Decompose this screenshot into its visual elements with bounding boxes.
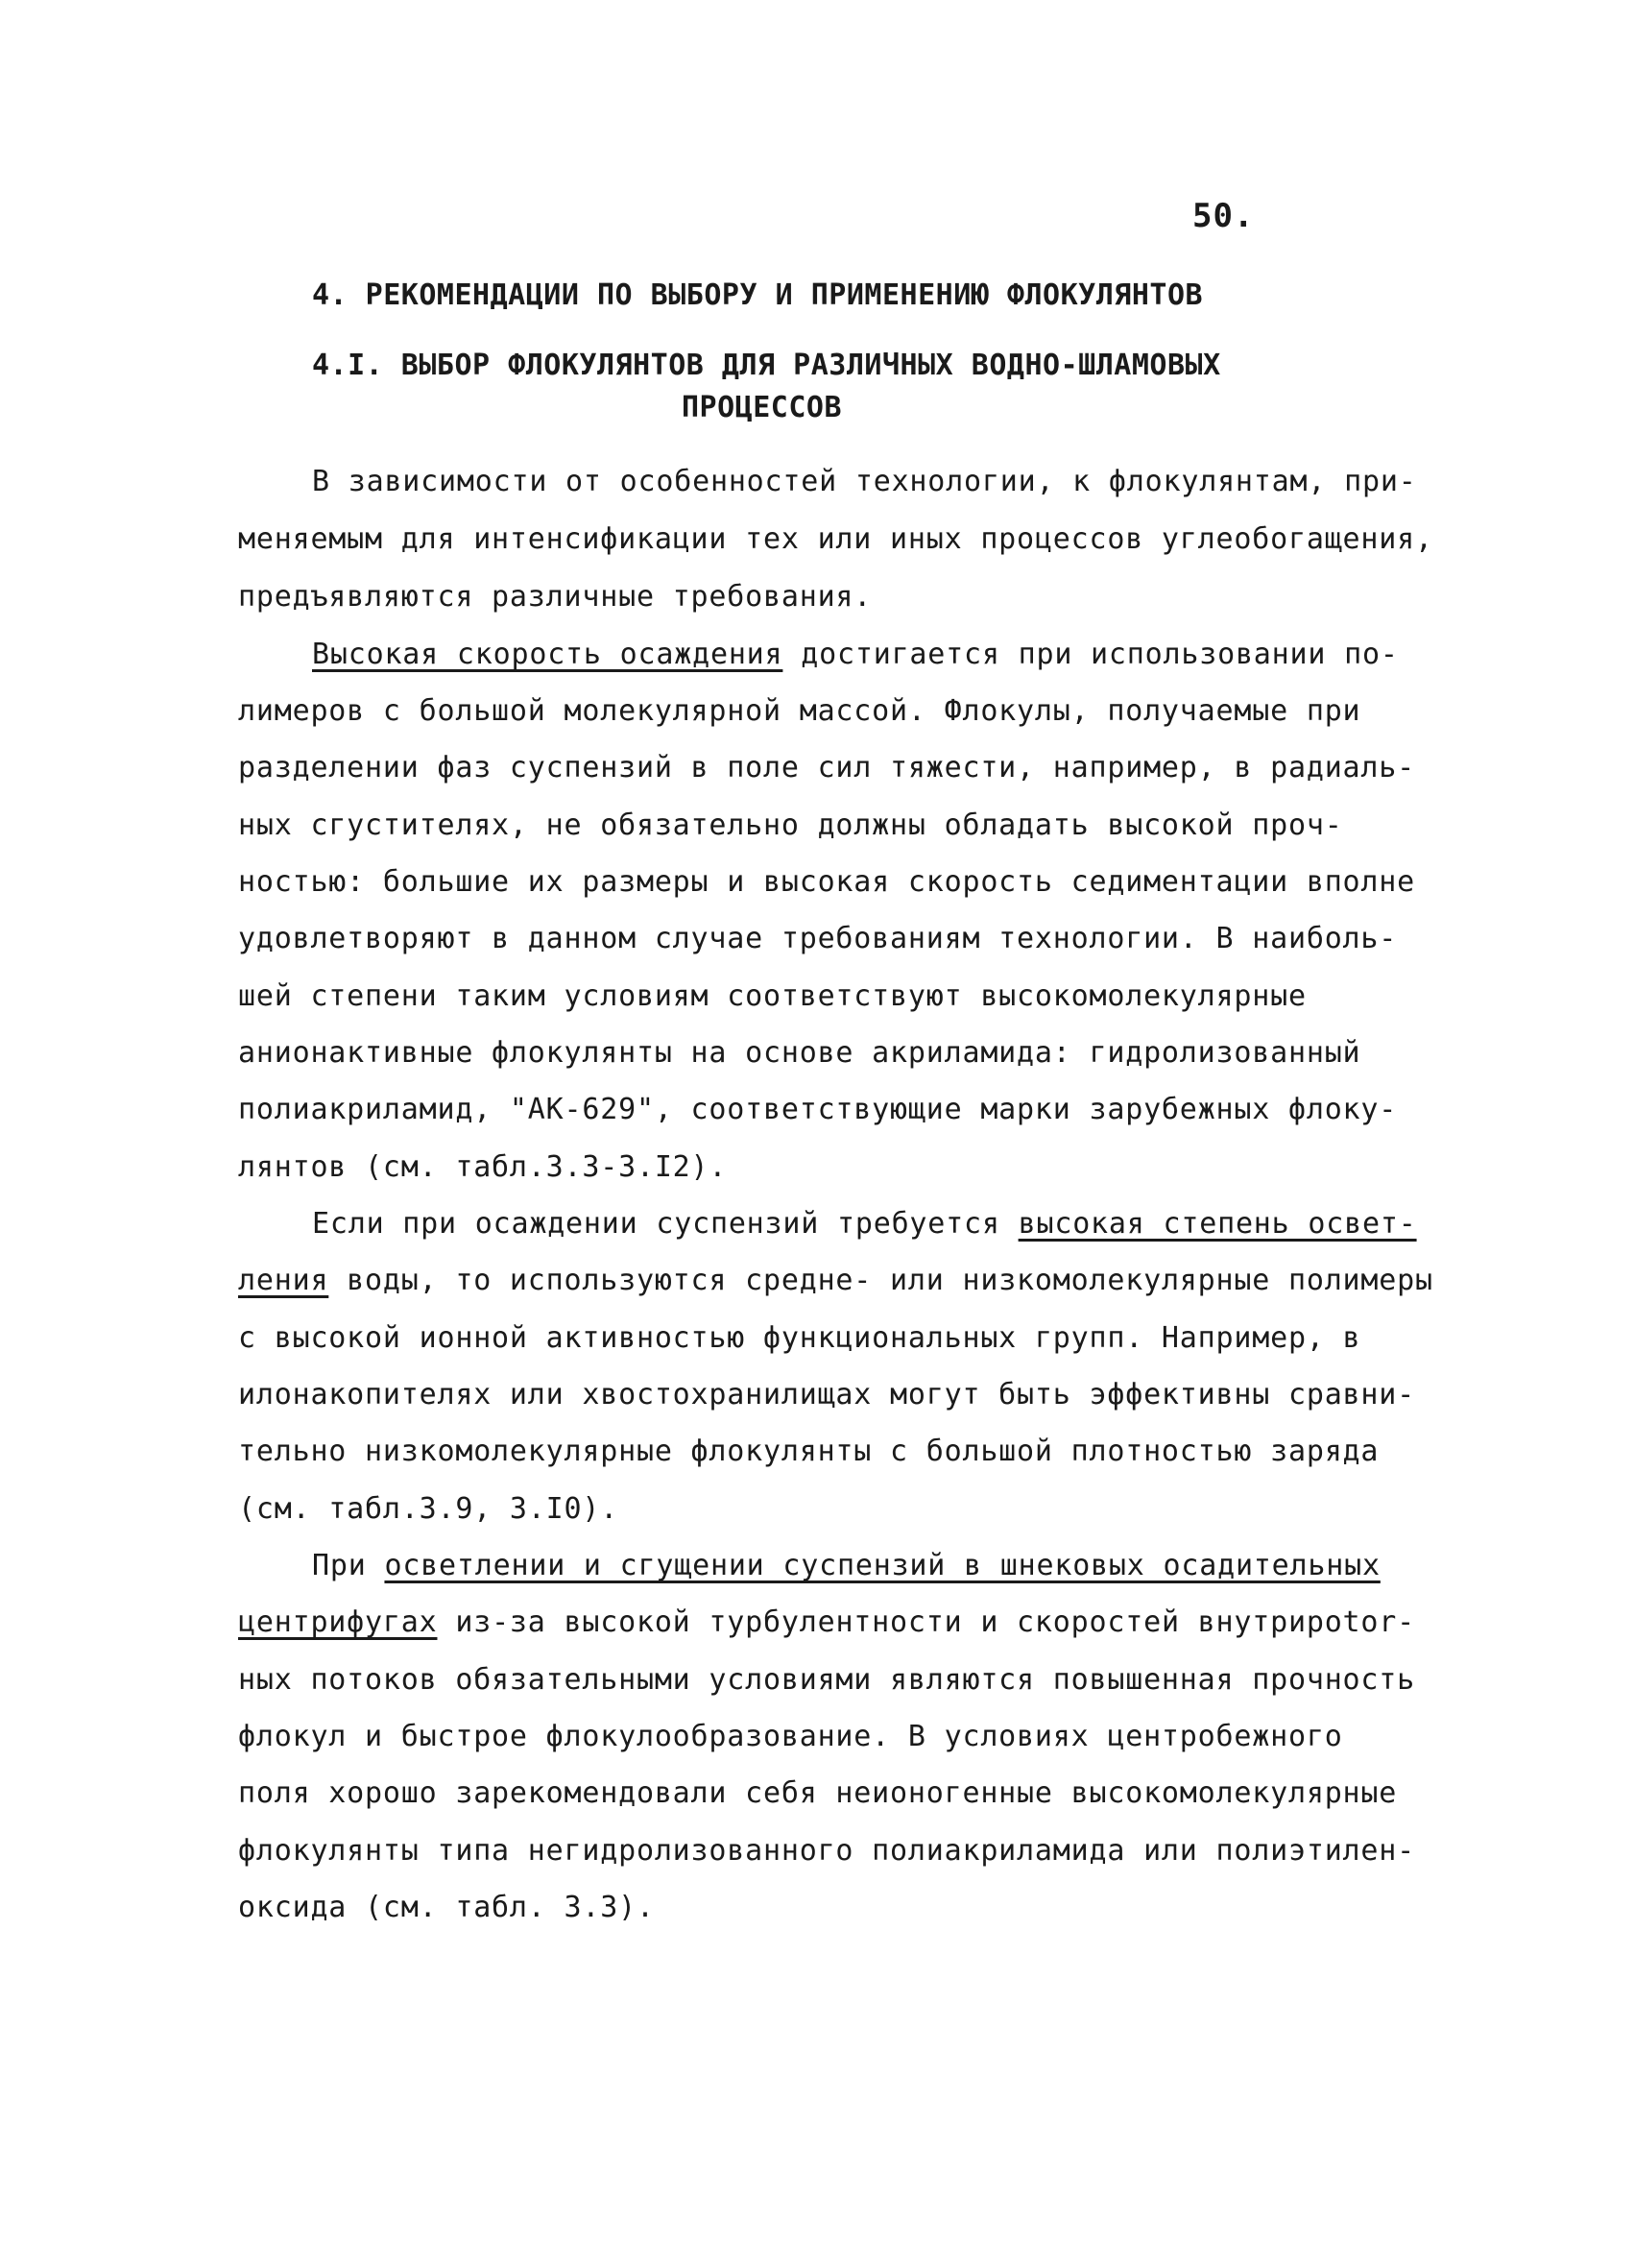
p4-line-1-start: При [312, 1549, 385, 1582]
subsection-heading-line-2: ПРОЦЕССОВ [682, 391, 843, 424]
p4-line-5: поля хорошо зарекомендовали себя неионогенные высокомолекулярные [238, 1776, 1398, 1810]
p4-line-4: флокул и быстрое флокулообразование. В условиях центробежного [238, 1720, 1343, 1753]
p3-line-1-start: Если при осаждении суспензий требуется [312, 1207, 1019, 1241]
p2-underlined-phrase: Высокая скорость осаждения [312, 638, 783, 671]
p3-underlined-phrase-2: ления [238, 1264, 329, 1297]
p2-line-2: лимеров с большой молекулярной массой. Флокулы, получаемые при [238, 694, 1361, 728]
p3-line-3: с высокой ионной активностью функциональных групп. Например, в [238, 1321, 1361, 1355]
p1-line-3: предъявляются различные требования. [238, 580, 873, 614]
p4-line-7: оксида (см. табл. 3.3). [238, 1891, 655, 1924]
p4-line-1 [312, 1549, 1381, 1582]
p4-line-2-rest: из-за высокой турбулентности и скоростей внутрирotor- [437, 1605, 1416, 1639]
p2-line-1 [312, 638, 1399, 671]
p4-underlined-phrase-2: центрифугах [238, 1605, 438, 1639]
p3-line-2-rest: воды, то используются средне- или низкомолекулярные полимеры [328, 1264, 1433, 1297]
p4-line-6: флокулянты типа негидролизованного полиакриламида или полиэтилен- [238, 1834, 1415, 1868]
p1-line-2: меняемым для интенсификации тех или иных процессов углеобогащения, [238, 522, 1433, 556]
p3-line-5: тельно низкомолекулярные флокулянты с большой плотностью заряда [238, 1435, 1380, 1468]
p2-line-4: ных сгустителях, не обязательно должны обладать высокой проч- [238, 808, 1343, 842]
p2-line-6: удовлетворяют в данном случае требованиям технологии. В наиболь- [238, 922, 1398, 955]
p3-line-1 [312, 1207, 1417, 1241]
p1-line-1: В зависимости от особенностей технологии, к флокулянтам, при- [312, 465, 1417, 498]
section-heading: 4. РЕКОМЕНДАЦИИ ПО ВЫБОРУ И ПРИМЕНЕНИЮ ФЛОКУЛЯНТОВ [312, 278, 1204, 312]
p3-line-2 [238, 1264, 1433, 1297]
p2-line-3: разделении фаз суспензий в поле сил тяжести, например, в радиаль- [238, 751, 1415, 784]
p2-line-9: полиакриламид, "АК-629", соответствующие марки зарубежных флоку- [238, 1093, 1398, 1126]
p2-line-7: шей степени таким условиям соответствуют высокомолекулярные [238, 979, 1307, 1013]
p3-line-4: илонакопителях или хвостохранилищах могут быть эффективны сравни- [238, 1378, 1415, 1411]
p4-line-2 [238, 1605, 1415, 1639]
p2-line-5: ностью: большие их размеры и высокая скорость седиментации вполне [238, 865, 1415, 899]
p2-line-1-rest: достигается при использовании по- [782, 638, 1399, 671]
page-number: 50. [1192, 197, 1255, 235]
p4-underlined-phrase-1: осветлении и сгущении суспензий в шнековых осадительных [384, 1549, 1381, 1582]
subsection-heading-line-1: 4.I. ВЫБОР ФЛОКУЛЯНТОВ ДЛЯ РАЗЛИЧНЫХ ВОДНО-ШЛАМОВЫХ [312, 349, 1221, 382]
p3-line-6: (см. табл.3.9, 3.I0). [238, 1492, 619, 1526]
p2-line-8: анионактивные флокулянты на основе акриламида: гидролизованный [238, 1036, 1361, 1070]
p3-underlined-phrase-1: высокая степень освет- [1018, 1207, 1417, 1241]
p4-line-3: ных потоков обязательными условиями являются повышенная прочность [238, 1663, 1415, 1697]
p2-line-10: лянтов (см. табл.3.3-3.I2). [238, 1150, 728, 1184]
